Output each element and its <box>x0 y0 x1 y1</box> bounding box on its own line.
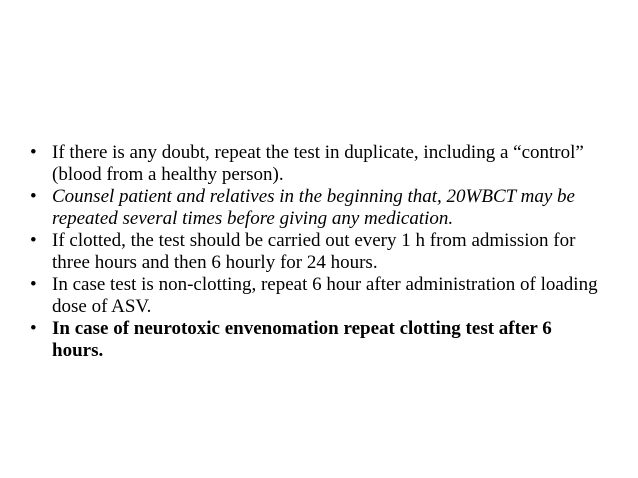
bullet-dot-icon: • <box>30 142 37 163</box>
bullet-dot-icon: • <box>30 274 37 295</box>
bullet-text: In case test is non-clotting, repeat 6 hour after administration of loading dose of ASV. <box>52 274 598 317</box>
bullet-dot-icon: • <box>30 186 37 207</box>
bullet-text: In case of neurotoxic envenomation repeat clotting test after 6 hours. <box>52 318 552 361</box>
bullet-item-neurotoxic <box>30 318 600 361</box>
bullet-list <box>30 142 600 362</box>
bullet-item-duplicate-test <box>30 142 600 185</box>
bullet-text: If there is any doubt, repeat the test in duplicate, including a “control” (blood from a healthy person). <box>52 142 584 185</box>
bullet-item-if-clotted <box>30 230 600 273</box>
bullet-dot-icon: • <box>30 318 37 339</box>
bullet-text: If clotted, the test should be carried out every 1 h from admission for three hours and then 6 hourly for 24 hours. <box>52 230 576 273</box>
bullet-text: Counsel patient and relatives in the beginning that, 20WBCT may be repeated several times before giving any medication. <box>52 186 575 229</box>
bullet-item-counsel-patient <box>30 186 600 229</box>
bullet-dot-icon: • <box>30 230 37 251</box>
bullet-item-non-clotting <box>30 274 600 317</box>
